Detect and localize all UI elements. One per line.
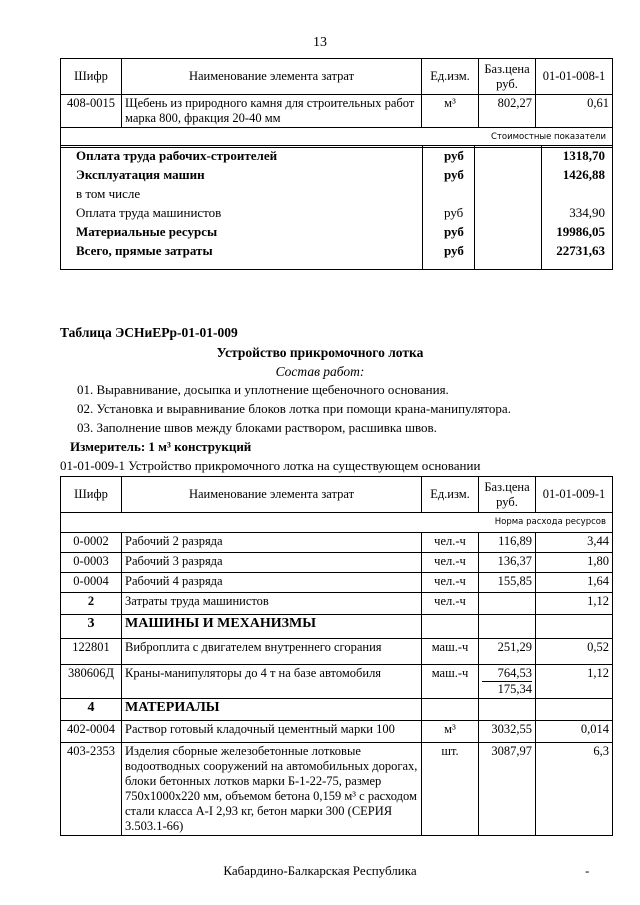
header-code: Шифр <box>61 59 122 95</box>
row-unit: чел.-ч <box>422 593 479 615</box>
row-price <box>479 665 536 699</box>
summary-rows <box>60 148 613 262</box>
summary-row <box>60 243 613 262</box>
row-code: 0-0002 <box>61 533 122 553</box>
header-price: Баз.цена руб. <box>479 477 536 513</box>
row-unit: чел.-ч <box>422 573 479 593</box>
summary-value: 1318,70 <box>562 148 605 163</box>
table-row <box>61 533 613 553</box>
header-code-col: 01-01-009-1 <box>536 477 613 513</box>
row-price <box>479 699 536 721</box>
summary-unit: руб <box>444 167 464 182</box>
section-heading: Устройство прикромочного лотка <box>216 345 424 360</box>
row-name: Рабочий 2 разряда <box>122 533 422 553</box>
row-price: 3087,97 <box>479 743 536 836</box>
meter: Измеритель: 1 м³ конструкций <box>70 439 252 454</box>
summary-value: 1426,88 <box>562 167 605 182</box>
row-value <box>536 699 613 721</box>
table-row <box>61 573 613 593</box>
row-name: Краны-манипуляторы до 4 т на базе автомобиля <box>122 665 422 699</box>
page-number: 13 <box>313 35 327 50</box>
row-code: 0-0003 <box>61 553 122 573</box>
section-code: 3 <box>61 615 122 639</box>
row-value: 0,52 <box>536 639 613 665</box>
row-unit: шт. <box>422 743 479 836</box>
row-unit <box>422 615 479 639</box>
price-value: 764,53 <box>482 666 532 682</box>
row-unit: маш.-ч <box>422 639 479 665</box>
sub-header: Стоимостные показатели <box>61 128 613 148</box>
row-name: Виброплита с двигателем внутреннего сгорания <box>122 639 422 665</box>
row-name: Рабочий 3 разряда <box>122 553 422 573</box>
table-row <box>61 743 613 836</box>
work-title: Состав работ: <box>275 364 365 379</box>
table-row <box>61 615 613 639</box>
section-title: МАШИНЫ И МЕХАНИЗМЫ <box>122 615 422 639</box>
row-code: 380606Д <box>61 665 122 699</box>
summary-label: Оплата труда рабочих-строителей <box>76 148 278 163</box>
table-row <box>61 553 613 573</box>
work-item: 03. Заполнение швов между блоками раствором, расшивка швов. <box>77 420 437 435</box>
table-row <box>61 721 613 743</box>
header-name: Наименование элемента затрат <box>122 477 422 513</box>
summary-row <box>60 186 613 205</box>
row-name: Изделия сборные железобетонные лотковые водоотводных сооружений на автомобильных дорогах, блоки бетонных лотков марки Б-1-22-75, размер 750x1000x220 мм, объемом бетона 0,159 м³ с расходом стали класса А-I 2,93 кг, бетон марки 300 (СЕРИЯ 3.503.1-66) <box>122 743 422 836</box>
row-price <box>479 639 536 665</box>
header-code: Шифр <box>61 477 122 513</box>
section-code: 4 <box>61 699 122 721</box>
row-name: Рабочий 4 разряда <box>122 573 422 593</box>
row-unit: м³ <box>422 95 479 128</box>
row-name: Затраты труда машинистов <box>122 593 422 615</box>
row-price: 116,89 <box>479 533 536 553</box>
row-value: 0,014 <box>536 721 613 743</box>
row-code: 408-0015 <box>61 95 122 128</box>
summary-row <box>60 167 613 186</box>
summary-row <box>60 205 613 224</box>
table-title: Таблица ЭСНиЕРр-01-01-009 <box>60 325 238 340</box>
row-code: 2 <box>61 593 122 615</box>
row-value: 3,44 <box>536 533 613 553</box>
summary-label: Оплата труда машинистов <box>76 205 222 220</box>
row-unit: м³ <box>422 721 479 743</box>
summary-unit: руб <box>444 148 464 163</box>
summary-unit: руб <box>444 205 464 220</box>
row-unit: чел.-ч <box>422 533 479 553</box>
row-value <box>536 615 613 639</box>
section-title: МАТЕРИАЛЫ <box>122 699 422 721</box>
summary-value: 334,90 <box>569 205 605 220</box>
row-value: 1,12 <box>536 593 613 615</box>
summary-label: Всего, прямые затраты <box>76 243 213 258</box>
row-value: 1,12 <box>536 665 613 699</box>
summary-label: Материальные ресурсы <box>76 224 218 239</box>
table-header <box>61 477 613 513</box>
row-value: 1,64 <box>536 573 613 593</box>
row-price <box>479 593 536 615</box>
row-value: 6,3 <box>536 743 613 836</box>
header-code-col: 01-01-008-1 <box>536 59 613 95</box>
row-price <box>479 615 536 639</box>
table-row <box>61 699 613 721</box>
row-unit: чел.-ч <box>422 553 479 573</box>
summary-unit: руб <box>444 243 464 258</box>
summary-row <box>60 224 613 243</box>
table-row <box>61 95 613 128</box>
row-name: Раствор готовый кладочный цементный марки 100 <box>122 721 422 743</box>
price-value-secondary: 175,34 <box>497 682 532 696</box>
footer-mark: - <box>585 863 590 878</box>
summary-value: 22731,63 <box>556 243 605 258</box>
table-row <box>61 593 613 615</box>
row-unit <box>422 699 479 721</box>
header-price: Баз.цена руб. <box>479 59 536 95</box>
resource-table <box>60 476 613 836</box>
table-header <box>61 59 613 95</box>
header-unit: Ед.изм. <box>422 59 479 95</box>
row-code: 402-0004 <box>61 721 122 743</box>
table-row <box>61 665 613 699</box>
row-code: 403-2353 <box>61 743 122 836</box>
row-price: 136,37 <box>479 553 536 573</box>
work-item: 01. Выравнивание, досыпка и уплотнение щебеночного основания. <box>77 382 449 397</box>
row-price: 155,85 <box>479 573 536 593</box>
header-unit: Ед.изм. <box>422 477 479 513</box>
row-unit: маш.-ч <box>422 665 479 699</box>
row-price: 802,27 <box>479 95 536 128</box>
footer: Кабардино-Балкарская Республика <box>223 863 417 878</box>
row-name: Щебень из природного камня для строительных работ марка 800, фракция 20-40 мм <box>122 95 422 128</box>
price-value: 251,29 <box>497 640 532 654</box>
summary-unit: руб <box>444 224 464 239</box>
work-item: 02. Установка и выравнивание блоков лотка при помощи крана-манипулятора. <box>77 401 511 416</box>
row-code: 122801 <box>61 639 122 665</box>
header-name: Наименование элемента затрат <box>122 59 422 95</box>
summary-value: 19986,05 <box>556 224 605 239</box>
row-price: 3032,55 <box>479 721 536 743</box>
summary-label: Эксплуатация машин <box>76 167 205 182</box>
table-row <box>61 639 613 665</box>
row-value: 1,80 <box>536 553 613 573</box>
row-value: 0,61 <box>536 95 613 128</box>
summary-row <box>60 148 613 167</box>
sub-header: Норма расхода ресурсов <box>61 513 613 533</box>
row-code: 0-0004 <box>61 573 122 593</box>
cost-table-1 <box>60 58 613 148</box>
summary-label: в том числе <box>76 186 141 201</box>
item-title: 01-01-009-1 Устройство прикромочного лотка на существующем основании <box>60 458 481 473</box>
